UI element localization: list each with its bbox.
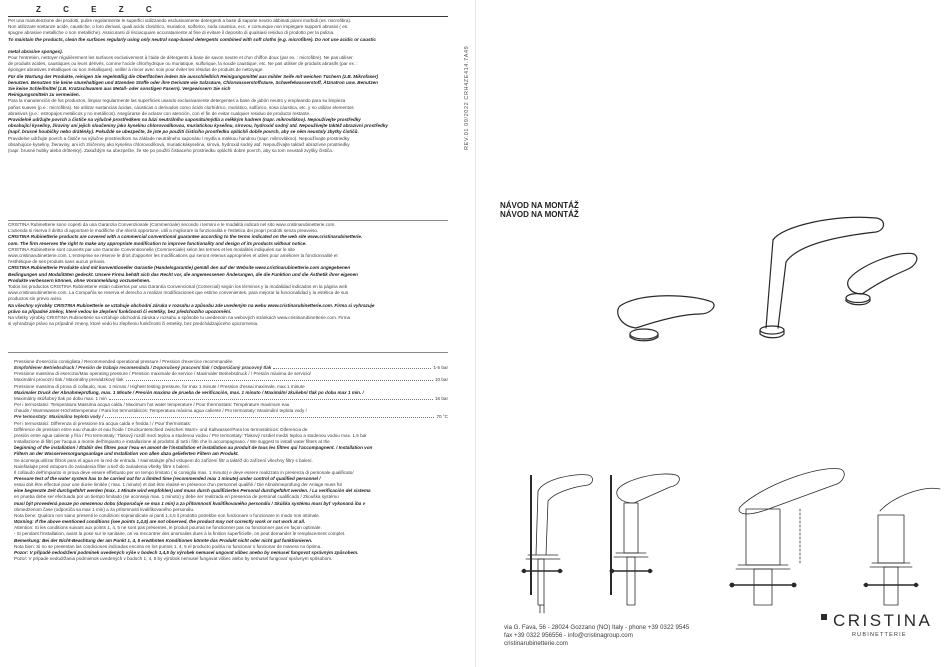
- text-line: Para la manutención de los productos, limpiar regularmente las superficies usando exclusivamente detergentes a base de jabón neutro y empleando para su limpieza: [8, 98, 346, 104]
- text-line: Reinigungsmitteln zu vermeiden.: [8, 92, 80, 98]
- spec-line: - Si pendant l'installation, avant la pose sur le sanitaire, on va rencontrer des anomalies dues à la finition superficielle, on peut demander le remplacement complet.: [14, 531, 346, 537]
- text-line: de produits acides, caustiques ou leurs dérivés, comme l'acide chlorhydrique ou muriatique, sulfurique, la soude caustique, etc. Ne pas utiliser de produits abrasifs (par ex. :: [8, 61, 358, 67]
- header-mark: C: [63, 5, 71, 14]
- spec-line: Warning: If the above mentioned conditions (see points 1,4,5) are not observed, the product may not correctly work or not work at all.: [14, 519, 306, 525]
- header-mark: E: [91, 5, 99, 14]
- text-line: Pravidelne udržujte povrch a čističe na výlučne prostriedkom na základe neutrálneho saponátu / mydla a mäkkou handrou (napr. mikrovlákno). Nepoužívajte prostriedky: [8, 135, 350, 141]
- title-line: NÁVOD NA MONTÁŽ: [500, 201, 579, 210]
- spec-line: essai doit être effectué pour une durée limitée ( max. 1 minute) et doit être réalisé en présence d'un personnel qualifié / Die Abnahmeprüfung der Anlage muss für: [14, 482, 343, 488]
- section-divider: [8, 220, 448, 221]
- spec-line: Pozor: V případě nedodržení podmínek uvedených výše v bodech 1,4,5 by výrobek nemusel ungovat vůbec anebo by nemusel fungovat správným způsobem.: [14, 549, 359, 555]
- header-mark: C: [145, 5, 154, 14]
- brand-name: CRISTINA: [833, 611, 933, 630]
- text-line: spugne abrasive metalliche o non metalliche). Assicurarsi di risciacquare accuratamente al fine di evitare il deposito di qualsiasi residuo di prodotto per la pulizia.: [8, 30, 335, 36]
- text-line: obsahujúce kyseliny, žieraviny, ani ich zlúčeniny ako kyselina chlorovodíková, muriatickákyselina, sírová, hydroxid sodný atď. Nepoužívajte taktiež abrazívne prostriedky: [8, 141, 350, 147]
- section-divider: [8, 352, 448, 353]
- spec-line: presión entre agua caliente y fría / Pro termostaty: Tlakový rozdíl mezi teplou a studenou vodou / Pre termostaty: Tlakový rozdiel medzi teplou a studenou vodou max. 1,5 bar: [14, 432, 367, 438]
- spec-label: Empfohlener Betriebsdruck / Presión de trabajo recomendada / Doporučený pracovní tlak / Odporúčaný pracovný tlak: [14, 365, 272, 371]
- text-line: Na všechny výrobky CRISTINA Rubinetterie se vztahuje obchodní záruka v rozsahu a způsobu zde uvedeným na webu www.cristinarubinetterie.com. Firma si vyhrazuje: [8, 302, 375, 308]
- contact-info: [504, 624, 689, 648]
- text-line: Bedingungen und Modalitäten gedeckt. Unsere Firma behält sich das Recht vor, die angemessenen Änderungen, die die Funktion und die Ästhetik ihrer eigenen: [8, 271, 358, 277]
- text-line: si vyhradzuje právo na prípadné zmeny, ktoré vedú ku zlepšeniu funkčnosti či estetiky, bez predchádzajúceho upozornenia.: [8, 321, 259, 327]
- text-line: Per una manutenzione dei prodotti, pulire regolarmente le superfici utilizzando esclusivamente detergenti a base di sapone neutro abbinati panni morbidi (es. microfibra).: [8, 18, 352, 23]
- spec-line: Installazione di filtri per l'acqua a monte dell'impianto e installazione al prodotto di tutti i filtri che lo accompagnano. / We suggest to install water filters at the: [14, 439, 330, 445]
- detail-diagram: [864, 488, 940, 605]
- leader-dots: [109, 399, 433, 400]
- spec-value: 10 bar: [434, 377, 448, 383]
- spec-line: Pressione massima di esercizio/Max operating pressure / Pression maximale de service / Maximaler Betriebsdruck / / Presión máxima de servicio/: [14, 371, 311, 377]
- spec-line: Attention: Si les conditions suivant aux points 1, 4, 5 ne sont pas présentes, le produit pourrait ne fonctionner pas ou fonctionner pas en façon optimale.: [14, 525, 322, 531]
- text-line: (např. brusné houbičky nebo drátěnky). Pokuždé se ubezpečte, že jste po použití čisticího prostředku opláchli dobře povrch, aby se něm neustaly zbytky čističů.: [8, 129, 359, 135]
- instructions-title: [500, 201, 579, 219]
- handle-diagram: [610, 474, 680, 605]
- text-line: právo na případné změny, které vedou ke zlepšení funkčnosti či estetiky, bez předchozího upozornění.: [8, 308, 232, 314]
- text-line: éponges abrasives métalliques ou non métalliques). veiller à rincer avec soin pour éviter les résidus de produits de nettoyage.: [8, 67, 264, 73]
- spec-line: Pozor: V prípade nedodržania podmienok uvedených v bodoch 1, 4, 5 by výrobok nemusel fungovat vôbec alebo by nemusel fungovať správnym spôsobom.: [14, 556, 333, 561]
- leader-dots: [273, 368, 431, 369]
- installation-diagrams: [500, 445, 950, 615]
- leader-dots: [105, 417, 434, 418]
- spec-line: Il collaudo dell'impianto in prova deve essere effettuato per un tempo limitato ( si consiglia max. 1 minuto) e deve essere realizzato in presenza di personale qualificato/: [14, 469, 354, 475]
- spec-line: Nota bene: Qualora non siano presenti le condizioni sopraindicate ai punti 1,4,5 il prodotto potrebbe non funzionare o funzionare in modo non ottimale.: [14, 512, 320, 518]
- document-code: REV.01 09/2022 CRH4ZE414.7A49: [464, 45, 470, 150]
- contact-address: via G. Fava, 56 - 28024 Gozzano (NO) Italy - phone +39 0322 9545: [504, 624, 690, 631]
- text-line: com. The firm reserves the right to make any appropriate modification to improve functionality and design of its products without notice.: [8, 240, 307, 246]
- header-mark: Z: [36, 5, 43, 14]
- cleaning-instructions: [8, 18, 448, 154]
- text-line: l'esthétique de ses produits sans aucun préavis.: [8, 259, 106, 265]
- spec-line: Maximaler Druck der Abnahmeprüfung, max. 1 Minute / Presión maxima de prueba de verificación, max. 1 minuto / Maximální zkušební tlak po dobu max 1 min. /: [14, 389, 364, 395]
- page-fold: [475, 0, 476, 667]
- logo-square-icon: [821, 614, 827, 620]
- text-line: Pravidelně udržujte povrch a čističe na výlučně prostředkem na bázi neutrálního saponátu/mýdla a měkkým hadrem (napr. mikrovlákno). Nepoužívejte prostředky: [8, 117, 361, 123]
- text-line: metal abrasive sponges).: [8, 48, 63, 54]
- assembled-diagram: [730, 468, 845, 605]
- spec-line: Différence de pression entre eau chaude et eau froide / Druckunterschied zwischen Warm- und Kaltwasser/Para los termostáticos: Diferencia de: [14, 426, 308, 432]
- spec-line: Pressione d'esercizio consigliata / Recommended operational pressure / Pression d'exercice recommandée: [14, 359, 233, 364]
- text-line: Pour l'entretien, nettoyer régulièrement les surfaces exclusivement à l'aide de détergents à base de savon neutre et d'un chiffon doux (par ex. : microfibre). Ne pas utiliser: [8, 55, 353, 61]
- header-mark: Z: [118, 5, 126, 14]
- text-line: CRISTINA Rubinetterie Produkte sind mit konventioneller Garantie (Handelsgarantie) gemäß den auf der Website www.cristinarubinetterie.com angegebenen: [8, 265, 351, 271]
- faucet-drawing: [600, 210, 920, 360]
- spec-value: 1-5 bar: [433, 365, 448, 371]
- text-line: paños suaves (p.e.: microfibra). No utilizar sustancias ácidas, cáusticas o derivados como ácido clorhídrico, muriático, sulfúrico, sosa cáustica, etc. y no utilizar elementos: [8, 104, 354, 110]
- spec-line: Nota bien: Si no se presentan las condiciones indicadas encima en los puntos 1, 4, 5 el producto podría no funcionar o funcionar de manera no óptima.: [14, 543, 322, 549]
- spec-line: Per i termostatici: Differenza di pressione tra acqua calda e fredda / / Pour thermostats:: [14, 420, 192, 426]
- spec-line: Filtern an der Wasserversorgungsanlage und Installation von allen dazu gelieferten Filtern am Produkt.: [14, 451, 239, 457]
- text-line: Sie keine Schleifmittel (z.B. Kratzschwamm aus Metall- oder sonstigen Fasern). Vergewissern Sie sich: [8, 86, 231, 92]
- spec-line: en prueba debe ser efectuada por un tiempo limitado (se aconseja max. 1 minuto) y debe ser realizada en presencia de personal cualificado / Zkouška systému: [14, 494, 339, 500]
- text-line: www.cristinarubinetterie.com. La Compañía se reserva el derecho a realizar modificaciones que estime convenientes, para mejorar la funcionalidad y la estética de sus: [8, 290, 349, 296]
- spec-line: Se aconseja utilizar filtros para el agua en la red de entrada. / Nainstalujte před vstupem do zařízení filtr a taktéž do zařízení všechny filtry s balení.: [14, 457, 313, 463]
- spec-line: Bemerkung: Bei der Nicht-Beachtung der am Punkt 1, 4, 5 erwähnten Konditionen könnte das Produkt nicht oder nicht gut funktionieren.: [14, 537, 313, 543]
- spec-label: Maximální provozní tlak / Maximálny prevádzkový tlak: [14, 377, 124, 383]
- text-line: CRISTINA Rubinetterie sont couverts par une Garantie Conventionnelle (Commerciale) selon les termes et les modalités indiquées sur le site: [8, 246, 295, 252]
- contact-website: cristinarubinetterie.com: [504, 640, 568, 647]
- text-line: Non utilizzare sostanze acide, caustiche, o loro derivati, quali acido cloridrico, muriatico, solforico, soda caustica, ecc. e comunque non impiegare supporti abrasivi ( es.: [8, 24, 349, 30]
- text-line: obsahující kyseliny, žíraviny ani jejich sloučeniny jako kyselinu chlorovodíkovou, muriatickou kyselinu, sírovou, hydroxid sodný atd. Nepoužívejte taktéž abrazivní prostředky: [8, 123, 388, 129]
- spec-line: Nainštalujte pred vstupom do zariadenia filter a tiež do zariadenia všetky filtre s balení.: [14, 463, 190, 469]
- spec-line: Per i termostatici: Temperatura Massima acqua calda / Maximum hot water temperature / Pour thermostats: Température maximum eau: [14, 402, 290, 408]
- warranty-text: [8, 222, 448, 327]
- text-line: To maintain the products, clean the surfaces regularly using only neutral soap-based detergents combined with soft cloths (e.g. microfibre). Do not use acidic or caustic: [8, 36, 376, 42]
- text-line: productos sin previo aviso.: [8, 296, 63, 302]
- spec-value: 16 bar: [434, 395, 448, 401]
- text-line: (napr. brusné hubky alebo drôtenky). Zakaždým sa ubezpečte, že ste po použití čistiaceho prostriedku opláchli dobre povrch, aby sa tom neustali zvyšky čističa.: [8, 148, 334, 154]
- text-line: Todos los productos CRISTINA Rubinetterie están cubiertos por una Garantía Convencional (Comercial) según los términos y la modalidad indicados en la página web: [8, 284, 348, 290]
- spec-value: 70 °C: [436, 414, 448, 420]
- spec-line: Pressione massima di prova di collaudo, max. 1 minuto / Highest testing pressure, for max 1 minute / Pression d'essai maximale, max 1 minute: [14, 383, 305, 389]
- text-line: benutzen. Benutzen Sie keine säurehaltigen und ätzenden Stoffe oder ihre Derivate wie Salzsäure, Chlorwasserstoffsäure, Schwefelwasserstoff, Ätznatron usw. Benutzen: [8, 79, 378, 85]
- spec-line: eine begrenzte Zeit durchgeführt werden (max. 1 Minute wird empfohlen) und muss durch qualifiziertes Personal durchgeführt werden. / La verificación del sistema: [14, 488, 371, 494]
- header-marks: [36, 5, 170, 14]
- text-line: Für die Wartung der Produkte, reinigen Sie regelmäßig die Oberflächen indem Sie ausschließlich Reinigungsmittel aus milder Seife mit weichen Tüchern (z.B. Mikrofaser): [8, 73, 379, 79]
- text-line: CRISTINA Rubinetterie products are covered with a commercial conventional guarantee according to the terms indicated on the web site www.cristinarubinetterie.: [8, 234, 363, 240]
- header-rule: [8, 16, 448, 17]
- spec-line: obmedzenom čase (odporúča sa max 1 min) a za prítomnosti kvalifikovaného personálu.: [14, 506, 195, 512]
- text-line: CRISTINA Rubinetterie sono coperti da una Garanzia Convenzionale (Commerciale) secondo i termini e le modalità indicati nel sito www.cristinarubinetterie.com.: [8, 222, 336, 227]
- spout-diagram: [522, 475, 593, 613]
- text-line: Na všetky výrobky CRISTINA Rubinetterie sa vzťahuje obchodná záruka v rozsahu a spôsobe tu uvedenom na webových stránkach www.cristinarubinetterie.com. Firma: [8, 315, 351, 321]
- text-line: abrasivos (p.e.: estropajos metálicos y no metálicos). Asegúrarse de aclarar con atención, con el fin de evitar cualquier residuo de producto restante.: [8, 110, 311, 116]
- text-line: Produkte verbessern können, ohne Voranmeldung vorzunehmen.: [8, 277, 151, 283]
- spec-line: beginning of the installation / Établir des filtres pour l'eau en amont de l'installation et installation au produit de tous les filtres qui l'accompagnent. / Installation von: [14, 445, 373, 451]
- text-line: www.cristinarubinetterie.com. L'entreprise se réserve le droit d'apporter les modifications qui seront retenus appropriées et utiles pour améliorer la fonctionnalité et: [8, 253, 338, 259]
- text-line: L'azienda si riserva il diritto di apportare le modifiche che riterrà opportune, utili a migliorare la funzionalità e l'estetica dei propri prodotti senza preavviso.: [8, 228, 319, 234]
- title-line: NÁVOD NA MONTÁŽ: [500, 210, 579, 219]
- spec-line: chaude / Warmwasser-Höchsttemperatur / Para los termostáticos: Temperatura máxima agua caliente / Pro termostaty: Maximální teplota vody /: [14, 408, 307, 414]
- brand-subtitle: RUBINETTERIE: [852, 632, 907, 638]
- spec-label: Pre termostaty: Maximálna teplota vody /: [14, 414, 104, 420]
- spec-label: Maximálny skúšobný tlak po dobu max. 1 min: [14, 395, 107, 401]
- leader-dots: [126, 380, 433, 381]
- pressure-specs: [14, 359, 448, 562]
- contact-fax-email: fax +39 0322 956556 - info@cristinagroup.com: [504, 632, 633, 639]
- spec-line: Pressure test of the water system has to be carried out for a limited time (recommended max 1 minute) under control of qualified personnel /: [14, 475, 321, 481]
- spec-line: musí být provedená pouze po omezenou dobu (doporučuje se max 1 min) a za přítomnosti kvalifikovaného personálu / Skúška systému musí byť vykonaná iba v: [14, 500, 366, 506]
